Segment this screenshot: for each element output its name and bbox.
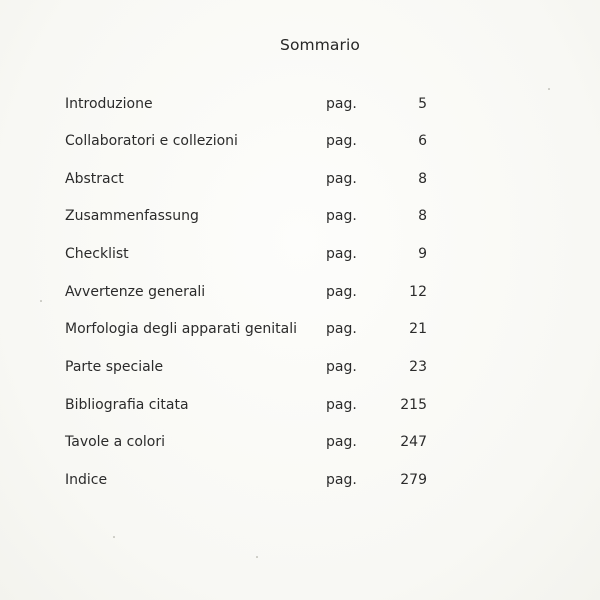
toc-entry-pag: pag.	[326, 434, 357, 450]
toc-entry-label: Bibliografia citata	[65, 397, 189, 413]
toc-entry-page-number: 215	[400, 397, 427, 413]
toc-entry-pag: pag.	[326, 359, 357, 375]
toc-entry-page-number: 8	[418, 171, 427, 187]
toc-entry-label: Checklist	[65, 246, 129, 262]
toc-entry	[0, 319, 600, 339]
toc-entry-pag: pag.	[326, 208, 357, 224]
toc-entry-page-number: 9	[418, 246, 427, 262]
toc-entry-label: Tavole a colori	[65, 434, 166, 450]
toc-entry-page-number: 5	[418, 96, 427, 112]
toc-entry	[0, 432, 600, 452]
toc-entry	[0, 470, 600, 490]
toc-entry-pag: pag.	[326, 133, 357, 149]
toc-entry-label: Abstract	[65, 171, 124, 187]
paper-speck	[40, 300, 42, 302]
toc-entry-pag: pag.	[326, 96, 357, 112]
toc-entry-page-number: 279	[400, 472, 427, 488]
toc-entry	[0, 282, 600, 302]
page-title: Sommario	[280, 36, 360, 54]
toc-entry-label: Avvertenze generali	[65, 284, 206, 300]
toc-entry	[0, 244, 600, 264]
toc-entry-pag: pag.	[326, 472, 357, 488]
toc-entry	[0, 206, 600, 226]
toc-entry-pag: pag.	[326, 246, 357, 262]
toc-entry	[0, 169, 600, 189]
toc-entry-page-number: 6	[418, 133, 427, 149]
toc-entry-page-number: 247	[400, 434, 427, 450]
toc-entry-pag: pag.	[326, 171, 357, 187]
toc-entry	[0, 357, 600, 377]
toc-entry-pag: pag.	[326, 397, 357, 413]
toc-entry-page-number: 23	[409, 359, 427, 375]
toc-entry-pag: pag.	[326, 321, 357, 337]
toc-entry	[0, 94, 600, 114]
toc-entry-page-number: 8	[418, 208, 427, 224]
paper-speck	[548, 88, 550, 90]
toc-entry-pag: pag.	[326, 284, 357, 300]
paper-speck	[113, 536, 115, 538]
toc-entry-label: Indice	[65, 472, 108, 488]
toc-entry-page-number: 21	[409, 321, 427, 337]
toc-entry-label: Zusammenfassung	[65, 208, 199, 224]
toc-entry-label: Collaboratori e collezioni	[65, 133, 238, 149]
toc-entry-label: Parte speciale	[65, 359, 164, 375]
toc-entry-label: Introduzione	[65, 96, 153, 112]
toc-entry	[0, 131, 600, 151]
toc-entry	[0, 395, 600, 415]
toc-entry-page-number: 12	[409, 284, 427, 300]
paper-speck	[256, 556, 258, 558]
toc-entry-label: Morfologia degli apparati genitali	[65, 321, 297, 337]
